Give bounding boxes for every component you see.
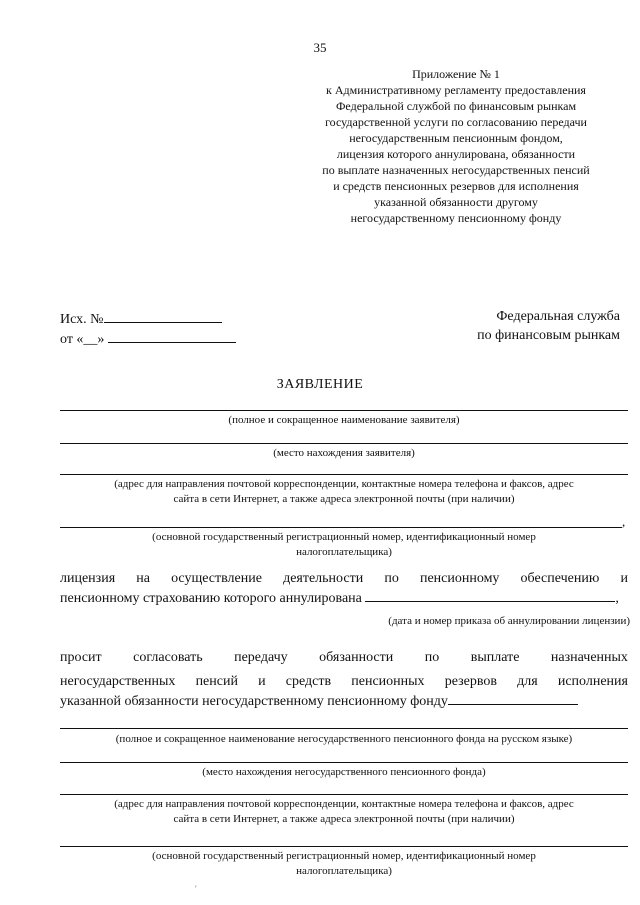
appendix-line: лицензия которого аннулирована, обязанности — [336, 147, 576, 161]
appendix-line: негосударственному пенсионному фонду — [350, 211, 562, 225]
appendix-header — [300, 66, 612, 226]
appendix-line: по выплате назначенных негосударственных пенсий — [322, 163, 590, 177]
word: осуществление — [171, 571, 262, 586]
word: просит — [60, 650, 102, 665]
recipient-line: Федеральная служба — [496, 309, 620, 324]
caption-line: сайта в сети Интернет, а также адреса электронной почты (при наличии) — [173, 813, 515, 825]
fund-name-field[interactable] — [60, 728, 628, 729]
caption-line: налогоплательщика) — [296, 865, 392, 877]
applicant-name-caption: (полное и сокращенное наименование заявителя) — [228, 414, 460, 426]
word: обязанности — [319, 650, 394, 665]
word: назначенных — [550, 650, 628, 665]
license-line-1 — [60, 563, 628, 587]
request-text: указанной обязанности негосударственному пенсионному фонду — [60, 694, 448, 709]
scan-mark: ' — [195, 884, 197, 894]
applicant-reg-field[interactable] — [60, 527, 622, 528]
caption-line: (основной государственный регистрационный номер, идентификационный номер — [152, 850, 536, 862]
license-caption: (дата и номер приказа об аннулировании лицензии) — [388, 615, 630, 627]
caption-line: налогоплательщика) — [296, 546, 392, 558]
outgoing-number-field[interactable] — [104, 309, 222, 323]
fund-location-field[interactable] — [60, 762, 628, 763]
license-paragraph — [60, 563, 628, 611]
appendix-title: Приложение № 1 — [412, 67, 500, 81]
word: негосударственных — [60, 674, 176, 689]
request-fund-field[interactable] — [448, 691, 578, 705]
recipient — [440, 307, 620, 345]
word: на — [136, 571, 150, 586]
word: пенсионных — [351, 674, 425, 689]
word: исполнения — [557, 674, 628, 689]
appendix-line: указанной обязанности другому — [374, 195, 538, 209]
word: средств — [285, 674, 332, 689]
applicant-reg-caption — [60, 530, 628, 560]
document-title: ЗАЯВЛЕНИЕ — [276, 377, 364, 392]
license-line-2 — [60, 587, 628, 611]
request-paragraph — [60, 642, 628, 714]
outgoing-date-row — [60, 329, 236, 349]
caption-line: (основной государственный регистрационный номер, идентификационный номер — [152, 531, 536, 543]
recipient-line: по финансовым рынкам — [477, 328, 620, 343]
license-comma: , — [615, 591, 619, 606]
word: и — [620, 571, 628, 586]
page-number: 35 — [313, 40, 327, 55]
word: пенсий — [195, 674, 238, 689]
applicant-location-caption: (место нахождения заявителя) — [273, 447, 415, 459]
word: передачу — [234, 650, 288, 665]
applicant-location-field[interactable] — [60, 443, 628, 444]
caption-line: (адрес для направления почтовой корреспонденции, контактные номера телефона и факсов, адрес — [114, 798, 574, 810]
word: по — [424, 650, 440, 665]
caption-line: сайта в сети Интернет, а также адреса электронной почты (при наличии) — [173, 493, 515, 505]
license-order-field[interactable] — [365, 588, 615, 602]
word: по — [384, 571, 399, 586]
appendix-line: государственной услуги по согласованию передачи — [325, 115, 587, 129]
outgoing-number-row — [60, 309, 236, 329]
word: и — [258, 674, 266, 689]
fund-location-caption: (место нахождения негосударственного пенсионного фонда) — [202, 766, 486, 778]
fund-name-caption: (полное и сокращенное наименование негосударственного пенсионного фонда на русском языке) — [115, 733, 573, 745]
word: для — [517, 674, 538, 689]
word: лицензия — [60, 571, 116, 586]
outgoing-date-field[interactable] — [108, 329, 236, 343]
applicant-address-field[interactable] — [60, 474, 628, 475]
trailing-comma: , — [622, 514, 626, 529]
caption-line: (адрес для направления почтовой корреспонденции, контактные номера телефона и факсов, адрес — [114, 478, 574, 490]
appendix-line: негосударственным пенсионным фондом, — [349, 131, 563, 145]
appendix-line: к Административному регламенту предоставления — [326, 83, 586, 97]
request-line-2 — [60, 666, 628, 690]
appendix-line: и средств пенсионных резервов для исполнения — [333, 179, 579, 193]
word: согласовать — [133, 650, 203, 665]
applicant-name-field[interactable] — [60, 410, 628, 411]
fund-address-field[interactable] — [60, 794, 628, 795]
request-line-3 — [60, 690, 628, 714]
outgoing-number-label: Исх. № — [60, 312, 104, 327]
fund-reg-caption — [60, 849, 628, 879]
word: резервов — [444, 674, 497, 689]
fund-address-caption — [60, 797, 628, 827]
word: выплате — [470, 650, 520, 665]
applicant-address-caption — [60, 477, 628, 507]
appendix-line: Федеральной службой по финансовым рынкам — [335, 99, 577, 113]
outgoing-reference — [60, 309, 236, 349]
word: деятельности — [283, 571, 364, 586]
outgoing-date-label: от «__» — [60, 332, 105, 347]
fund-reg-field[interactable] — [60, 846, 628, 847]
license-text: пенсионному страхованию которого аннулирована — [60, 591, 362, 606]
word: обеспечению — [520, 571, 600, 586]
request-line-1 — [60, 642, 628, 666]
word: пенсионному — [419, 571, 500, 586]
